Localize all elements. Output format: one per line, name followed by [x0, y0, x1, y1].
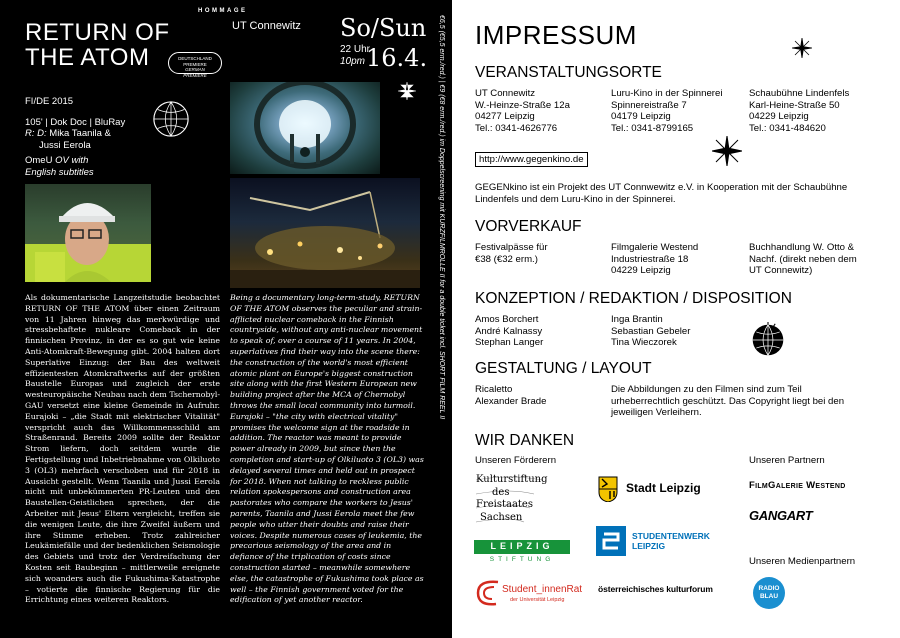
presale-line: Filmgalerie Westend — [611, 242, 699, 253]
badge-line: DEUTSCHLAND — [178, 56, 212, 61]
director-portrait-image — [25, 184, 151, 282]
meta-director — [25, 128, 155, 140]
logo-text: LEIPZIG — [632, 541, 666, 551]
design-heading: GESTALTUNG / LAYOUT — [475, 360, 652, 377]
venue-name: UT Connewitz — [475, 88, 536, 99]
about-text: GEGENkino ist ein Projekt des UT Connwewitz e.V. in Kooperation mit der Schaubühne Lindenfels und dem Luru-Kino in der Spinnerei. — [475, 182, 848, 205]
leipzig-stiftung-logo — [474, 540, 570, 566]
director-names-2: Jussi Eerola — [39, 139, 91, 151]
film-title: RETURN OF THE ATOM — [25, 19, 170, 71]
screening-day: So/Sun — [340, 14, 427, 42]
logo-text: LEIPZIG — [490, 541, 554, 551]
synopsis-english: Being a documentary long-term-study, RETURN OF THE ATOM observes the peculiar and strain-afflicted nuclear comeback in the Finnish countryside, without any anti-nuclear movement to speak of, over a course of 11 years. In 2004, superlatives find their way into the scene there: the construction of the world's most efficient atomic plant on Europe's biggest construction site along with the first Western European new building project after the MCA of Chernobyl throws the small local community into turmoil. Eurajoki – "the city with electrical vitality" promises the welcome sign at the roadside in addition. The reactor was meant to provide power already in 2009, but since then the completion and start-up of Olkiluoto 3 (OL3) was delayed several times and held out in prospect for 2018. When not talking to reckless public relation spokespersons and construction area pastorates who compare the workers to Jesus' parents, Taanila and Jussi Eerola meet the few people who utter their doubts and raise their voices. Despite numerous cases of leukemia, the precarious seismology of the area and in defiance of the triplication of costs since construction started – meanwhile somewhere else, the catastrophe of Fukushima took place as well – the Finnish government voted for the edification of yet another reactor. — [230, 293, 424, 605]
logo-text: Student_innenRat — [502, 584, 583, 595]
credit-name: Amos Borchert — [475, 314, 539, 325]
logo-text: österreichisches kulturforum — [598, 584, 713, 594]
studentinnenrat-icon — [474, 578, 500, 608]
presale-buchhandlung — [749, 242, 857, 277]
logo-text: Stadt Leipzig — [626, 481, 701, 495]
film-meta — [25, 96, 155, 178]
logo-text: RADIO — [758, 585, 780, 592]
venue-street: W.-Heinze-Straße 12a — [475, 99, 570, 111]
concept-names-2 — [611, 314, 690, 349]
credit-name: Alexander Brade — [475, 395, 547, 407]
presale-line: 04229 Leipzig — [611, 265, 671, 276]
logo-text: Freistaates — [476, 499, 533, 510]
time-de: 22 Uhr — [340, 44, 371, 55]
media-partners-label: Unseren Medienpartnern — [749, 556, 856, 567]
design-names — [475, 384, 546, 407]
presale-line: Industriestraße 18 — [611, 253, 689, 265]
screening-date: 16.4. — [366, 44, 428, 72]
venue-phone: Tel.: 0341-8799165 — [611, 122, 694, 134]
director-label: R: — [25, 128, 35, 139]
synopsis-german: Als dokumentarische Langzeitstudie beobachtet RETURN OF THE ATOM über einen Zeitraum von 11 Jahren hinweg das merkwürdige und stressbehaftete nukleare Comeback in der finnischen Provinz, in der es so gut wie keine Anti-Atomkraft-Bewegung gibt. 2004 halten dort Superlative Einzug: der Bau des weltweit effizientesten Atomkraftwerks auf der größten Baustelle Europas und zugleich der erste westeuropäische Neubau nach dem Tschernobyl-GAU versetzt eine kleine Gemeinde in Aufruhr. Eurajoki – „die Stadt mit elektrischer Vitalität" verspricht auch das Willkommensschild am Straßenrand. Bereits 2009 sollte der Reaktor Strom liefern, doch seitdem wurde die Fertigstellung und Inbetriebnahme von Olkiluoto 3 (OL3) mehrfach verschoben und für 2018 in Aussicht gestellt. Wenn Taanila und Jussi Eerola nicht mit unbekümmerten PR-Leuten und den Baustellen-Geistlichen sprechen, der die Arbeiter mit Jesus' Eltern vergleicht, treffen sie die wenigen Leute, die ihre Zweifel äußern und ihre Stimme erheben. Trotz zahlreicher Leukämiefälle und der bedenklichen Seismologie des Gebiets und trotz der Verdreifachung der Kosten seit Baubeginn – mittlerweile ereignete sich woanders auch die Fukushima-Katastrophe – votierte die finnische Regierung für die Errichtung eines weiteren Reaktors. — [25, 293, 220, 605]
presale-heading: VORVERKAUF — [475, 218, 582, 235]
coat-of-arms-icon — [598, 476, 618, 502]
sponsors-label: Unseren Förderern — [475, 455, 557, 466]
kulturforum-logo — [598, 584, 728, 604]
venues-heading: VERANSTALTUNGSORTE — [475, 64, 662, 81]
logo-text: STUDENTENWERK — [632, 531, 710, 541]
venue-name: Luru-Kino in der Spinnerei — [611, 88, 723, 99]
logo-text: STIFTUNG — [489, 556, 555, 563]
filmgalerie-logo — [749, 480, 899, 494]
venue-city: 04179 Leipzig — [611, 111, 671, 122]
director-names: Mika Taanila & — [49, 128, 111, 139]
impressum-title: IMPRESSUM — [475, 20, 637, 50]
studentenwerk-icon — [596, 526, 626, 556]
impressum-panel — [452, 0, 900, 638]
presale-line: UT Connewitz) — [749, 265, 813, 276]
construction-site-image — [230, 178, 420, 288]
star-icon — [792, 38, 812, 58]
logo-text: Kulturstiftung — [476, 474, 548, 485]
venue-city: 04277 Leipzig — [475, 111, 535, 122]
logo-text: des — [492, 486, 510, 498]
concept-heading: KONZEPTION / REDAKTION / DISPOSITION — [475, 290, 792, 307]
credit-name: Tina Wieczorek — [611, 337, 677, 348]
reactor-tunnel-image — [230, 82, 380, 174]
logo-text: der Universität Leipzig — [510, 597, 565, 603]
director-label-en: D: — [37, 128, 47, 139]
logo-text: Sachsen — [480, 511, 523, 523]
venue-street: Spinnereistraße 7 — [611, 99, 687, 111]
section-label: HOMMAGE — [198, 8, 248, 14]
logo-text: BLAU — [759, 593, 779, 600]
copyright-note: Die Abbildungen zu den Filmen sind zum Teil urheberrechtlich geschützt. Das Copyright liegt bei den jeweiligen Verleihern. — [611, 384, 845, 418]
venue-phone: Tel.: 0341-4626776 — [475, 122, 558, 134]
venue-phone: Tel.: 0341-484620 — [749, 122, 826, 134]
radio-blau-logo — [752, 576, 786, 610]
badge-line: PREMIERE — [183, 61, 207, 67]
credit-name: Ricaletto — [475, 384, 513, 395]
venue-name: Schaubühne Lindenfels — [749, 88, 850, 99]
venue-schaubuehne — [749, 88, 849, 134]
website-link[interactable]: http://www.gegenkino.de — [475, 152, 588, 167]
presale-line: Festivalpässe für — [475, 242, 548, 253]
credit-name: Stephan Langer — [475, 337, 544, 348]
star-icon — [398, 82, 416, 100]
venue-luru-kino — [611, 88, 722, 134]
concept-names-1 — [475, 314, 543, 349]
logo-text: FilmGalerie Westend — [749, 480, 846, 491]
meta-format: 105' | Dok Doc | BluRay — [25, 116, 126, 128]
venue-street: Karl-Heine-Straße 50 — [749, 99, 840, 111]
presale-line: Nachf. (direkt neben dem — [749, 253, 857, 265]
lang-en: OV with — [55, 155, 89, 166]
lang-en-2: English subtitles — [25, 166, 94, 178]
venue-city: 04229 Leipzig — [749, 111, 809, 122]
credit-name: Inga Brantin — [611, 314, 663, 325]
ticket-info: €6,5 (€5,5 erm./red.) | €9 (€8 erm./red.) im Doppelscreening mit KURZFILMROLLE II for a double ticket incl. SHORT FILM REEL II — [438, 15, 445, 420]
badge-line: GERMAN — [185, 67, 205, 73]
gangart-logo — [749, 508, 829, 526]
venue-ut-connewitz — [475, 88, 570, 134]
presale-line: Buchhandlung W. Otto & — [749, 242, 855, 253]
lang-de: OmeU — [25, 155, 53, 166]
credit-name: Sebastian Gebeler — [611, 325, 691, 337]
presale-line: €38 (€32 erm.) — [475, 253, 538, 265]
badge-line: PREMIERE — [183, 72, 207, 78]
time-en: 10pm — [340, 56, 366, 67]
premiere-badge — [168, 52, 222, 78]
stadt-leipzig-logo — [598, 476, 718, 506]
studentenwerk-logo — [596, 524, 726, 558]
globe-icon — [152, 100, 190, 138]
star-icon — [712, 136, 742, 166]
presale-filmgalerie — [611, 242, 698, 277]
globe-icon — [750, 322, 786, 358]
presale-passes — [475, 242, 548, 265]
thanks-heading: WIR DANKEN — [475, 432, 575, 449]
screening-venue: UT Connewitz — [232, 20, 301, 32]
meta-country-year: FI/DE 2015 — [25, 96, 74, 107]
kulturstiftung-logo — [474, 474, 548, 528]
studentinnenrat-logo — [474, 574, 584, 616]
partners-label: Unseren Partnern — [749, 455, 825, 466]
credit-name: André Kalnassy — [475, 325, 543, 337]
meta-language — [25, 155, 155, 167]
logo-text: GANGART — [749, 508, 813, 523]
